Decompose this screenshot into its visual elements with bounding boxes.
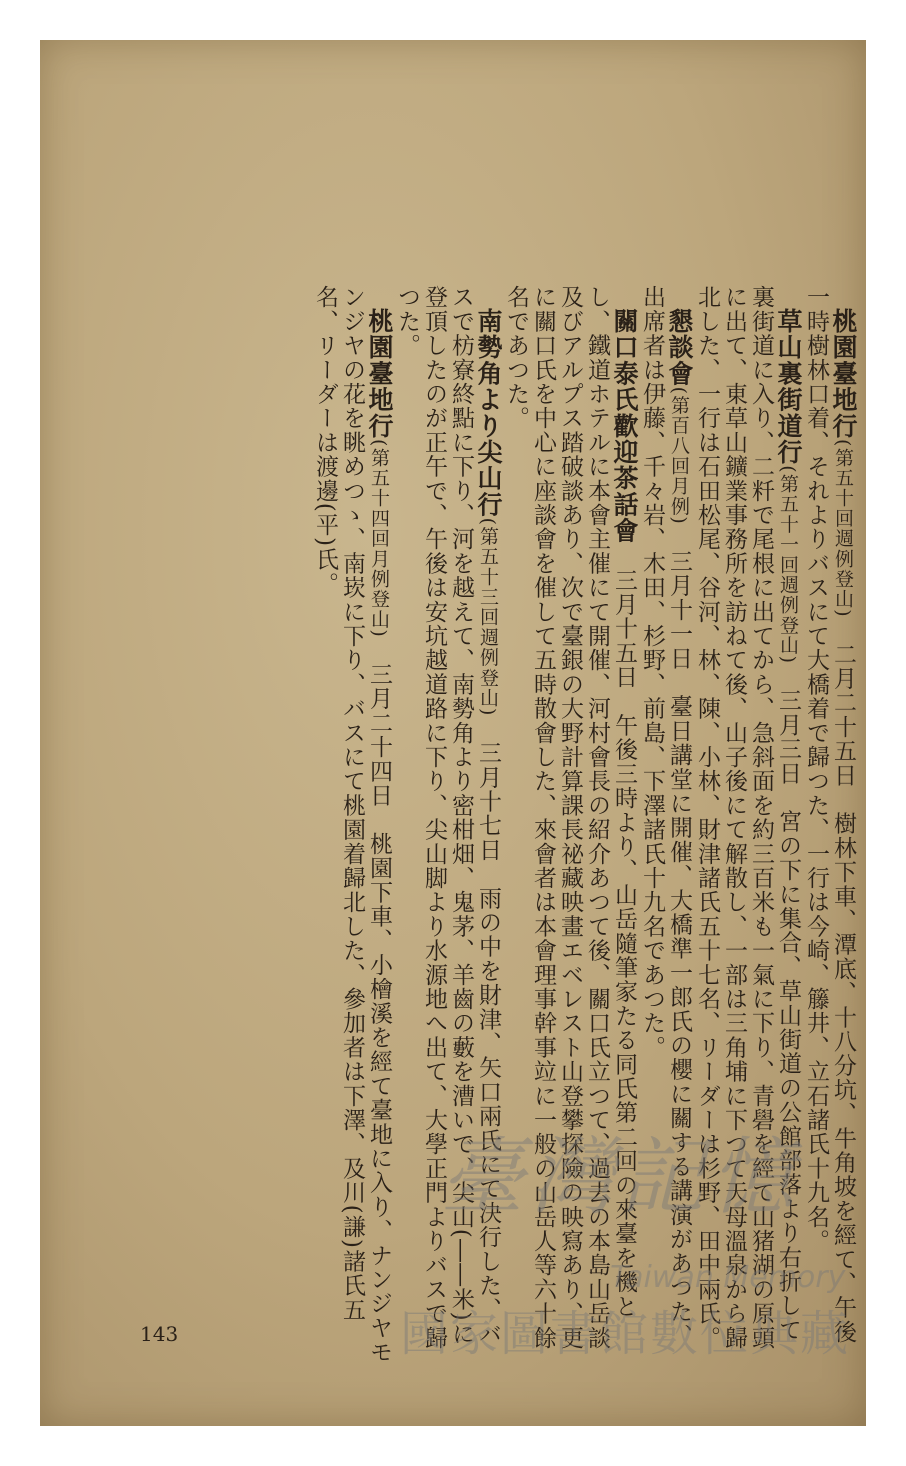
entry-3-title: 懇談會 [665, 308, 694, 387]
entry-2-title: 草山裏街道行 [774, 308, 803, 466]
entry-2-subtitle: (第五十一回週例登山) [777, 465, 799, 665]
entry-6-title: 桃園臺地行 [365, 308, 394, 439]
watermark-main-text: 臺灣記憶 [440, 1128, 801, 1226]
entry-6 [311, 285, 393, 1365]
watermark-logo [400, 1110, 860, 1362]
entry-5-title: 南勢角より尖山行 [474, 308, 503, 518]
entry-6-subtitle: (第五十四回月例登山) [368, 439, 390, 639]
entry-4-title: 關口泰氏歡迎茶話會 [610, 308, 639, 544]
entry-3-body: 三月十一日 臺日講堂に開催、大橋準一郎氏の櫻に關する講演があつた、出席者は伊藤、千々岩、木田、杉野、前島、下澤諸氏十九名であつた。 [639, 285, 692, 1348]
entry-4-body: 三月十五日 午後三時より、山岳隨筆家たる同氏第二回の來臺を機とし、鐵道ホテルに本會主催にて開催、河村會長の紹介あつて後、關口氏立つて、過去の本島山岳談及びアルプス踏破談あり、次で臺銀の大野計算課長祕藏映畫エベレスト山登攀探險の映寫あり、更に關口氏を中心に座談會を催して五時散會した、來會者は本會理事幹事竝に一般の山岳人等六十餘名であつた。 [503, 285, 637, 1350]
entry-1-subtitle: (第五十回週例登山) [832, 439, 854, 618]
entry-2-body: 三月三日 宮の下に集合、草山街道の公館部落より右折して裏街道に入り、二粁で尾根に出てから、急斜面を約三百米も一氣に下り、青礐を經て山猪湖の原頭に出て、東草山鑛業事務所を訪ねて後、山子後にて解散し、一部は三角埔に下つて天母溫泉から歸北した、一行は石田松尾、谷河、林、陳、小林、財津諸氏五十七名、リーダーは杉野、田中兩氏。 [694, 285, 801, 1350]
watermark-english-text: Taiwan Memory [610, 1260, 846, 1295]
entry-1-body: 二月二十五日 樹林下車、潭底、十八分坑、牛角坡を經て、午後一時樹林口着、それよりバスにて大橋着で歸つた、一行は今崎、籐井、立石諸氏十九名。 [803, 285, 856, 1344]
entry-6-body: 三月二十四日 桃園下車、小檜溪を經て臺地に入り、ナンジヤモンジヤの花を眺めつゝ、南崁に下り、バスにて桃園着歸北した、參加者は下澤、及川(謙)諸氏五名、リーダーは渡邊(平)氏。 [312, 285, 392, 1365]
page-number: 143 [140, 1322, 179, 1346]
entry-5-body: 三月十七日 雨の中を財津、矢口兩氏にて決行した、バスで枋寮終點に下り、河を越えて、南勢角より密柑畑、鬼茅、羊齒の藪を漕いで、尖山(――米)に登頂したのが正午で、午後は安坑越道路に下り、尖山脚より水源地へ出て、大學正門よりバスで歸つた。 [394, 285, 501, 1350]
watermark-library-text: 國家圖書館數位典藏 [400, 1306, 851, 1362]
entry-5-subtitle: (第五十三回週例登山) [477, 517, 499, 717]
entry-3-subtitle: (第百八回月例) [668, 386, 690, 526]
entry-1-title: 桃園臺地行 [829, 308, 858, 439]
